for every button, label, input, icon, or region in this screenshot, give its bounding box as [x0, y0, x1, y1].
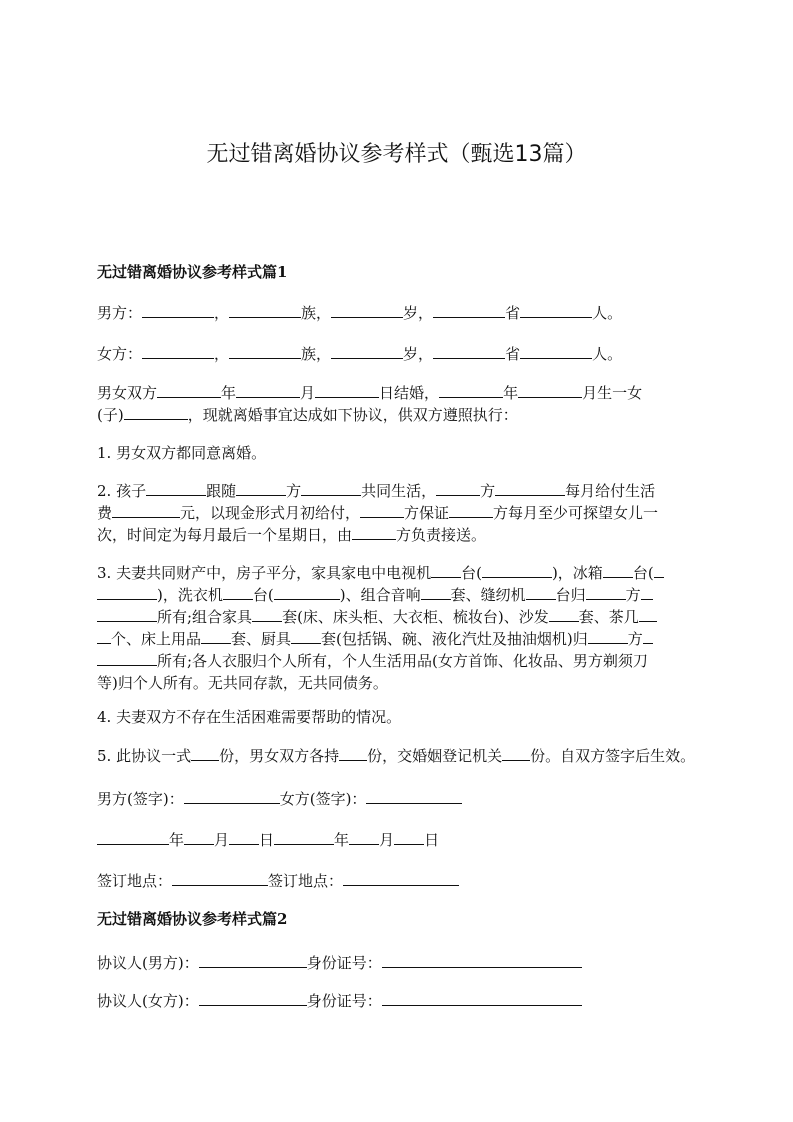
blank	[184, 788, 280, 804]
section-heading-2: 无过错离婚协议参考样式篇2	[97, 910, 288, 928]
blank	[146, 480, 206, 496]
blank	[339, 745, 367, 761]
blank	[382, 952, 582, 968]
blank	[112, 502, 180, 518]
blank	[433, 343, 505, 359]
blank	[142, 302, 214, 318]
blank	[97, 829, 169, 845]
blank	[124, 404, 188, 420]
male-party-line: 男方： ， 族， 岁， 省 人。	[97, 304, 623, 322]
blank	[199, 990, 307, 1006]
blank	[588, 628, 628, 644]
blank	[439, 382, 503, 398]
signature-line: 男方(签字)： 女方(签字)：	[97, 788, 697, 810]
blank	[142, 343, 214, 359]
blank	[433, 302, 505, 318]
blank	[301, 480, 361, 496]
blank	[421, 584, 451, 600]
blank	[315, 382, 379, 398]
blank	[191, 745, 219, 761]
blank	[586, 584, 626, 600]
blank	[352, 524, 396, 540]
blank	[382, 990, 582, 1006]
blank	[236, 480, 286, 496]
clause-1: 1. 男女双方都同意离婚。	[97, 444, 267, 462]
blank	[157, 382, 221, 398]
blank	[643, 628, 653, 644]
blank	[274, 584, 340, 600]
female-party-line: 女方： ， 族， 岁， 省 人。	[97, 345, 623, 363]
blank	[201, 628, 231, 644]
signing-place-line: 签订地点： 签订地点：	[97, 870, 697, 892]
blank	[184, 829, 214, 845]
blank	[449, 502, 493, 518]
blank	[639, 606, 657, 622]
marriage-paragraph: 男女双方 年 月 日结婚， 年 月生一女 (子) ，现就离婚事宜达成如下协议，供双方遵照执行：	[97, 384, 643, 424]
blank	[236, 382, 300, 398]
blank	[274, 829, 334, 845]
blank	[431, 562, 461, 578]
blank	[520, 343, 592, 359]
blank	[366, 788, 462, 804]
blank	[97, 628, 111, 644]
party-female-id-line: 协议人(女方)： 身份证号：	[97, 990, 697, 1012]
blank	[549, 606, 579, 622]
blank	[331, 343, 403, 359]
blank	[223, 584, 253, 600]
blank	[641, 584, 653, 600]
blank	[172, 870, 268, 886]
blank	[526, 584, 556, 600]
blank	[436, 480, 480, 496]
blank	[199, 952, 307, 968]
blank	[520, 302, 592, 318]
blank	[97, 606, 157, 622]
blank	[518, 382, 582, 398]
party-male-id-line: 协议人(男方)： 身份证号：	[97, 952, 697, 974]
blank	[229, 302, 301, 318]
blank	[394, 829, 424, 845]
clause-5: 5. 此协议一式 份，男女双方各持 份，交婚姻登记机关 份。自双方签字后生效。	[97, 747, 696, 765]
blank	[603, 562, 633, 578]
blank	[252, 606, 282, 622]
date-line: 年 月 日 年 月 日	[97, 829, 697, 851]
blank	[229, 343, 301, 359]
blank	[495, 480, 565, 496]
blank	[654, 562, 664, 578]
clause-3: 3. 夫妻共同财产中，房子平分，家具家电中电视机 台( )，冰箱 台( )，洗衣机 台( )、组合音响 套、缝纫机 台归 方 所有;组合家具 套(床、床头柜、大衣柜、梳妆台)、沙发 套、茶几 个、床上用品 套、厨具 套(包括锅、碗、液化汽灶及抽油烟机)归 方 所有;各人衣服归个人所有，个人生活用品(女方首饰、化妆品、男方剃须刀 等)归个人所有。无共同存款，无共同债务。	[97, 562, 697, 694]
blank	[349, 829, 379, 845]
blank	[360, 502, 404, 518]
blank	[331, 302, 403, 318]
section-heading-1: 无过错离婚协议参考样式篇1	[97, 263, 288, 281]
blank	[229, 829, 259, 845]
blank	[97, 650, 157, 666]
blank	[97, 584, 157, 600]
clause-2: 2. 孩子 跟随 方 共同生活， 方 每月给付生活 费 元，以现金形式月初给付， 方保证 方每月至少可探望女儿一 次，时间定为每月最后一个星期日，由 方负责接送。	[97, 482, 659, 544]
blank	[502, 745, 530, 761]
blank	[343, 870, 459, 886]
blank	[482, 562, 552, 578]
clause-4: 4. 夫妻双方不存在生活困难需要帮助的情况。	[97, 708, 402, 726]
document-title: 无过错离婚协议参考样式（甄选13篇）	[206, 142, 587, 167]
blank	[291, 628, 321, 644]
